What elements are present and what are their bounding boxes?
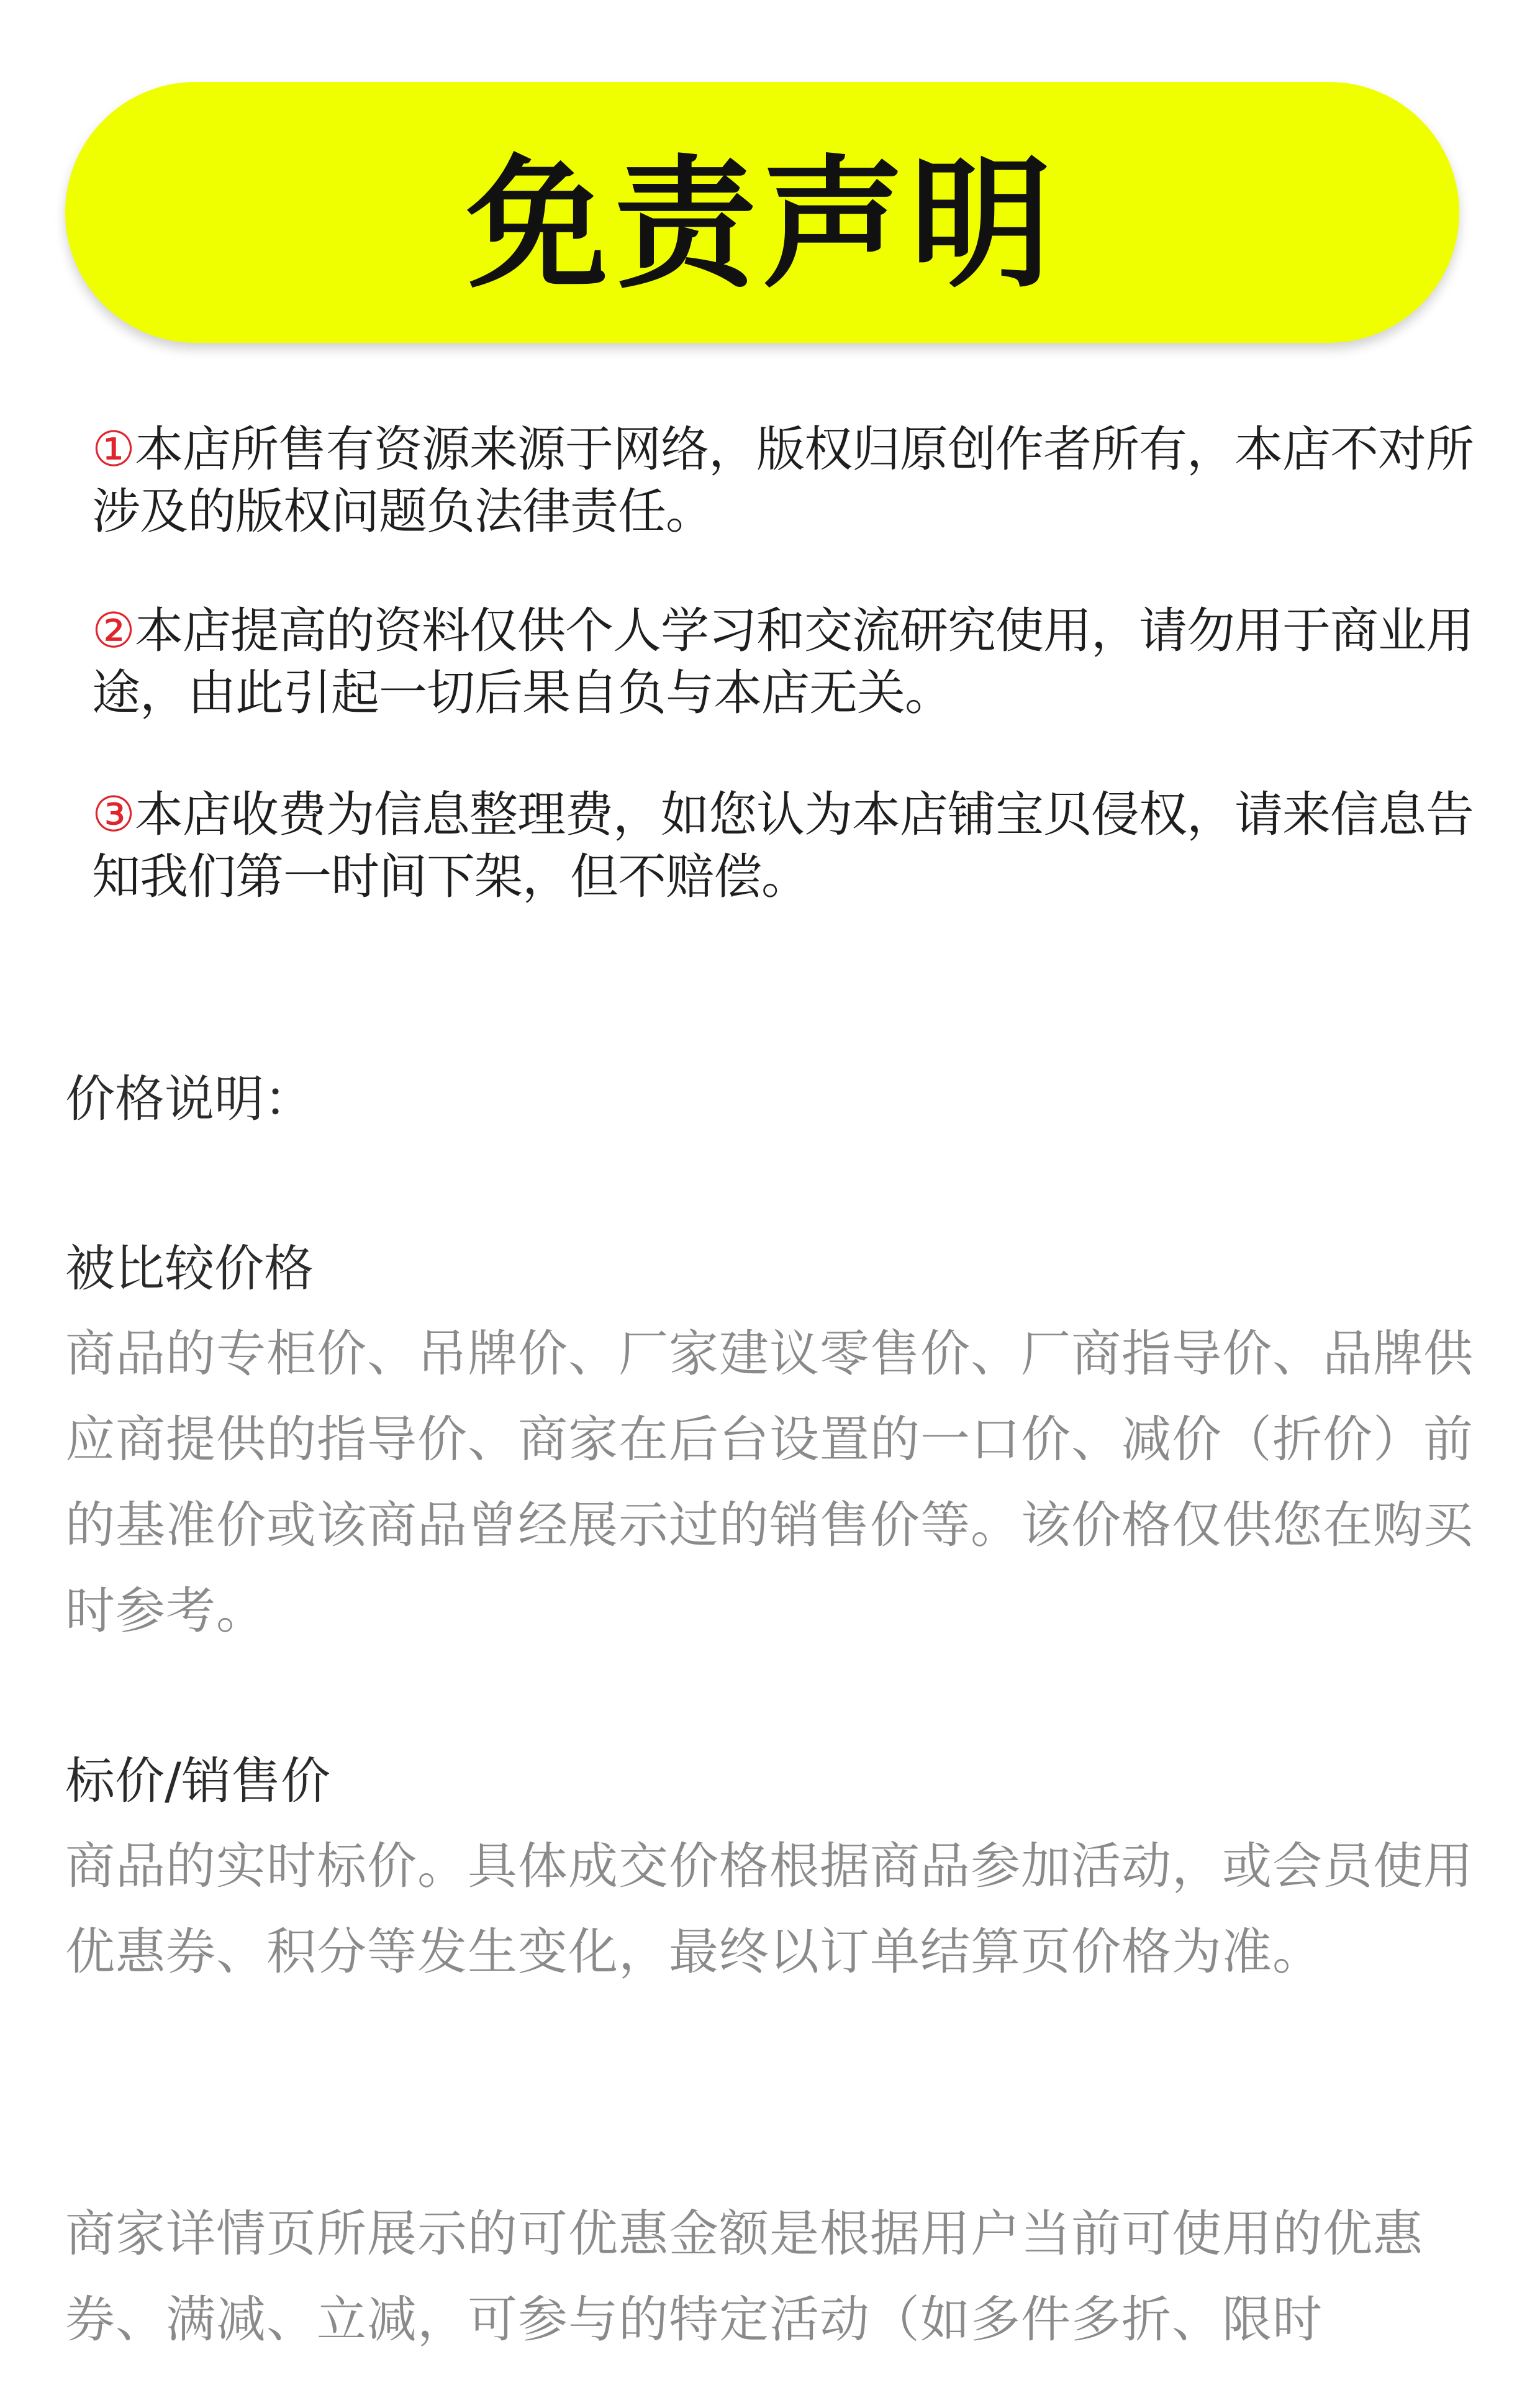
list-price-body: 商品的实时标价。具体成交价格根据商品参加活动，或会员使用优惠券、积分等发生变化，最终以订单结算页价格为准。 — [65, 1837, 1474, 1981]
list-price-heading: 标价/销售价 — [65, 1752, 330, 1810]
item-number-1: ① — [92, 422, 135, 478]
item-text-2: 本店提高的资料仅供个人学习和交流研究使用，请勿用于商业用途，由此引起一切后果自负与本店无关。 — [92, 603, 1474, 721]
price-info-title-block — [65, 1068, 1481, 1130]
disclaimer-banner — [65, 82, 1459, 343]
disclaimer-item-1 — [92, 419, 1508, 543]
item-number-3: ③ — [92, 787, 135, 843]
list-price-section — [65, 1750, 1481, 1995]
disclaimer-item-3 — [92, 784, 1508, 908]
item-text-3: 本店收费为信息整理费，如您认为本店铺宝贝侵权，请来信息告知我们第一时间下架，但不赔偿。 — [92, 787, 1474, 905]
item-text-1: 本店所售有资源来源于网络，版权归原创作者所有，本店不对所涉及的版权问题负法律责任。 — [92, 422, 1474, 540]
banner-title: 免责声明 — [466, 141, 1058, 307]
discount-body: 商家详情页所展示的可优惠金额是根据用户当前可使用的优惠券、满减、立减，可参与的特定活动（如多件多折、限时 — [65, 2205, 1423, 2348]
compare-price-body: 商品的专柜价、吊牌价、厂家建议零售价、厂商指导价、品牌供应商提供的指导价、商家在后台设置的一口价、减价（折价）前的基准价或该商品曾经展示过的销售价等。该价格仅供您在购买时参考。 — [65, 1325, 1474, 1640]
item-number-2: ② — [92, 603, 135, 659]
price-info-title: 价格说明： — [65, 1070, 314, 1128]
compare-price-heading: 被比较价格 — [65, 1240, 314, 1297]
disclaimer-item-2 — [92, 600, 1508, 724]
compare-price-section — [65, 1238, 1481, 1654]
discount-section — [65, 2191, 1481, 2363]
